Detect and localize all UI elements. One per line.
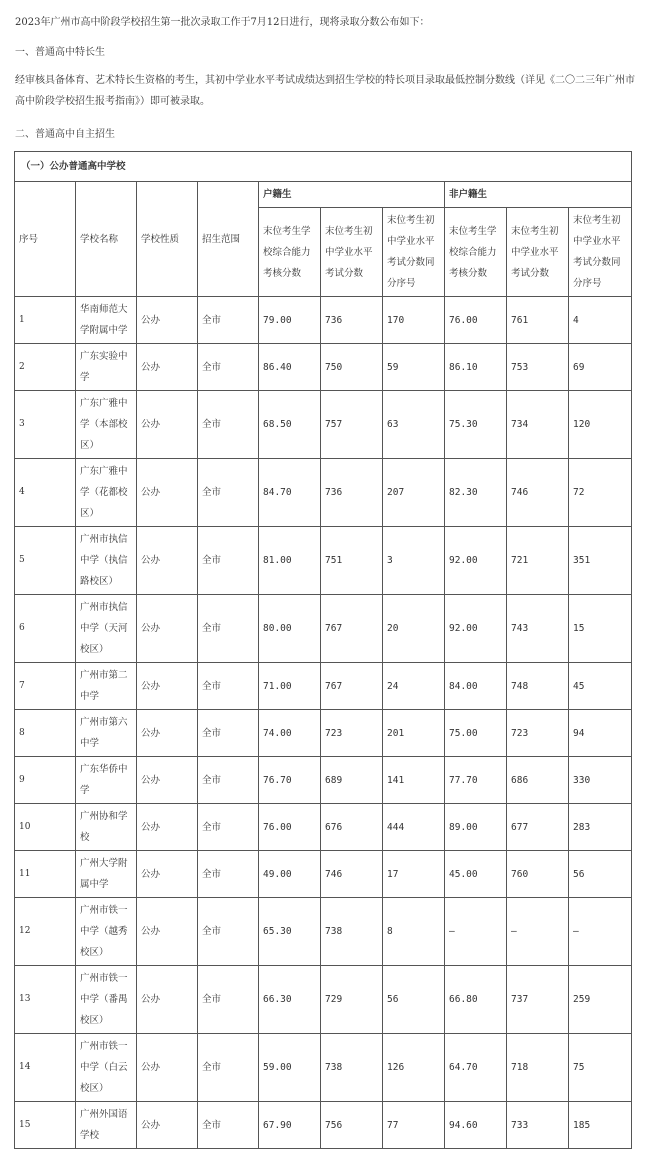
cell-school: 广州市第六中学 xyxy=(76,710,137,757)
cell-nature: 公办 xyxy=(137,595,198,663)
cell-seq: 10 xyxy=(15,804,76,851)
table-row xyxy=(15,898,632,966)
cell-nonlocal-rank: — xyxy=(569,898,632,966)
cell-nonlocal-ability: 45.00 xyxy=(445,851,507,898)
cell-seq: 11 xyxy=(15,851,76,898)
cell-seq: 6 xyxy=(15,595,76,663)
cell-seq: 4 xyxy=(15,459,76,527)
cell-nonlocal-rank: 351 xyxy=(569,527,632,595)
cell-range: 全市 xyxy=(198,391,259,459)
cell-nonlocal-ability: — xyxy=(445,898,507,966)
cell-range: 全市 xyxy=(198,459,259,527)
cell-nature: 公办 xyxy=(137,851,198,898)
cell-nonlocal-exam: 686 xyxy=(507,757,569,804)
cell-local-exam: 676 xyxy=(321,804,383,851)
cell-local-exam: 767 xyxy=(321,595,383,663)
cell-nature: 公办 xyxy=(137,391,198,459)
cell-school: 广东实验中学 xyxy=(76,344,137,391)
cell-local-rank: 77 xyxy=(383,1102,445,1149)
cell-nonlocal-ability: 84.00 xyxy=(445,663,507,710)
table-row xyxy=(15,459,632,527)
cell-nature: 公办 xyxy=(137,1102,198,1149)
cell-nature: 公办 xyxy=(137,804,198,851)
cell-range: 全市 xyxy=(198,757,259,804)
cell-range: 全市 xyxy=(198,710,259,757)
cell-local-rank: 17 xyxy=(383,851,445,898)
cell-local-rank: 56 xyxy=(383,966,445,1034)
cell-nature: 公办 xyxy=(137,297,198,344)
table-row xyxy=(15,710,632,757)
table-row xyxy=(15,297,632,344)
header-local-rank: 末位考生初中学业水平考试分数同分序号 xyxy=(383,208,445,297)
cell-seq: 8 xyxy=(15,710,76,757)
cell-local-ability: 79.00 xyxy=(259,297,321,344)
cell-nonlocal-ability: 64.70 xyxy=(445,1034,507,1102)
cell-local-rank: 141 xyxy=(383,757,445,804)
cell-seq: 15 xyxy=(15,1102,76,1149)
cell-range: 全市 xyxy=(198,1034,259,1102)
cell-nonlocal-ability: 92.00 xyxy=(445,595,507,663)
cell-nature: 公办 xyxy=(137,527,198,595)
cell-school: 广东广雅中学（花都校区） xyxy=(76,459,137,527)
cell-local-exam: 689 xyxy=(321,757,383,804)
admission-score-table xyxy=(14,151,632,1149)
cell-school: 广州市执信中学（执信路校区） xyxy=(76,527,137,595)
cell-nonlocal-ability: 94.60 xyxy=(445,1102,507,1149)
cell-nonlocal-rank: 72 xyxy=(569,459,632,527)
cell-range: 全市 xyxy=(198,663,259,710)
cell-local-ability: 59.00 xyxy=(259,1034,321,1102)
cell-school: 广州市铁一中学（番禺校区） xyxy=(76,966,137,1034)
cell-nonlocal-exam: 677 xyxy=(507,804,569,851)
cell-seq: 1 xyxy=(15,297,76,344)
cell-nonlocal-ability: 77.70 xyxy=(445,757,507,804)
cell-nonlocal-exam: 760 xyxy=(507,851,569,898)
header-seq: 序号 xyxy=(15,182,76,297)
cell-school: 广州协和学校 xyxy=(76,804,137,851)
intro-paragraph: 2023年广州市高中阶段学校招生第一批次录取工作于7月12日进行，现将录取分数公布如下： xyxy=(15,17,430,28)
cell-local-exam: 723 xyxy=(321,710,383,757)
cell-nonlocal-rank: 4 xyxy=(569,297,632,344)
cell-local-rank: 59 xyxy=(383,344,445,391)
cell-local-ability: 49.00 xyxy=(259,851,321,898)
cell-nonlocal-rank: 330 xyxy=(569,757,632,804)
cell-nonlocal-ability: 76.00 xyxy=(445,297,507,344)
cell-range: 全市 xyxy=(198,851,259,898)
cell-nonlocal-exam: 718 xyxy=(507,1034,569,1102)
cell-local-exam: 736 xyxy=(321,459,383,527)
table-row xyxy=(15,1034,632,1102)
cell-nonlocal-exam: 721 xyxy=(507,527,569,595)
cell-local-ability: 81.00 xyxy=(259,527,321,595)
cell-seq: 5 xyxy=(15,527,76,595)
cell-local-ability: 80.00 xyxy=(259,595,321,663)
cell-nonlocal-rank: 94 xyxy=(569,710,632,757)
cell-nonlocal-ability: 89.00 xyxy=(445,804,507,851)
cell-nonlocal-exam: 737 xyxy=(507,966,569,1034)
cell-school: 广州市铁一中学（白云校区） xyxy=(76,1034,137,1102)
cell-local-rank: 201 xyxy=(383,710,445,757)
cell-local-exam: 756 xyxy=(321,1102,383,1149)
table-row xyxy=(15,966,632,1034)
cell-local-rank: 63 xyxy=(383,391,445,459)
cell-nonlocal-rank: 120 xyxy=(569,391,632,459)
cell-seq: 14 xyxy=(15,1034,76,1102)
cell-local-ability: 76.70 xyxy=(259,757,321,804)
cell-range: 全市 xyxy=(198,1102,259,1149)
cell-local-exam: 736 xyxy=(321,297,383,344)
cell-seq: 2 xyxy=(15,344,76,391)
cell-range: 全市 xyxy=(198,898,259,966)
cell-local-ability: 71.00 xyxy=(259,663,321,710)
cell-nonlocal-exam: 734 xyxy=(507,391,569,459)
cell-school: 广东广雅中学（本部校区） xyxy=(76,391,137,459)
header-school: 学校名称 xyxy=(76,182,137,297)
cell-nonlocal-ability: 82.30 xyxy=(445,459,507,527)
cell-nature: 公办 xyxy=(137,757,198,804)
cell-nonlocal-exam: 723 xyxy=(507,710,569,757)
header-nonlocal-ability: 末位考生学校综合能力考核分数 xyxy=(445,208,507,297)
table-row xyxy=(15,1102,632,1149)
cell-nonlocal-ability: 92.00 xyxy=(445,527,507,595)
cell-local-ability: 86.40 xyxy=(259,344,321,391)
cell-local-exam: 738 xyxy=(321,1034,383,1102)
cell-local-rank: 24 xyxy=(383,663,445,710)
table-row xyxy=(15,851,632,898)
header-local-group: 户籍生 xyxy=(259,182,445,208)
cell-nonlocal-rank: 259 xyxy=(569,966,632,1034)
cell-seq: 9 xyxy=(15,757,76,804)
header-nonlocal-exam: 末位考生初中学业水平考试分数 xyxy=(507,208,569,297)
cell-range: 全市 xyxy=(198,527,259,595)
cell-nature: 公办 xyxy=(137,344,198,391)
cell-school: 广东华侨中学 xyxy=(76,757,137,804)
cell-nonlocal-ability: 66.80 xyxy=(445,966,507,1034)
cell-range: 全市 xyxy=(198,344,259,391)
cell-school: 华南师范大学附属中学 xyxy=(76,297,137,344)
cell-nonlocal-exam: 748 xyxy=(507,663,569,710)
cell-nature: 公办 xyxy=(137,1034,198,1102)
cell-local-ability: 74.00 xyxy=(259,710,321,757)
cell-seq: 3 xyxy=(15,391,76,459)
cell-local-exam: 746 xyxy=(321,851,383,898)
cell-local-exam: 729 xyxy=(321,966,383,1034)
cell-range: 全市 xyxy=(198,804,259,851)
cell-local-ability: 66.30 xyxy=(259,966,321,1034)
cell-school: 广州大学附属中学 xyxy=(76,851,137,898)
cell-range: 全市 xyxy=(198,595,259,663)
header-range: 招生范围 xyxy=(198,182,259,297)
cell-range: 全市 xyxy=(198,966,259,1034)
cell-nonlocal-exam: — xyxy=(507,898,569,966)
table-caption: （一）公办普通高中学校 xyxy=(15,152,632,182)
header-nature: 学校性质 xyxy=(137,182,198,297)
cell-local-rank: 207 xyxy=(383,459,445,527)
cell-nonlocal-ability: 86.10 xyxy=(445,344,507,391)
header-nonlocal-rank: 末位考生初中学业水平考试分数同分序号 xyxy=(569,208,632,297)
cell-seq: 7 xyxy=(15,663,76,710)
cell-nonlocal-rank: 45 xyxy=(569,663,632,710)
cell-nonlocal-exam: 753 xyxy=(507,344,569,391)
cell-nature: 公办 xyxy=(137,710,198,757)
cell-local-rank: 8 xyxy=(383,898,445,966)
cell-local-ability: 68.50 xyxy=(259,391,321,459)
cell-local-rank: 126 xyxy=(383,1034,445,1102)
cell-local-rank: 170 xyxy=(383,297,445,344)
cell-nonlocal-exam: 733 xyxy=(507,1102,569,1149)
cell-school: 广州市执信中学（天河校区） xyxy=(76,595,137,663)
cell-nonlocal-rank: 185 xyxy=(569,1102,632,1149)
table-body xyxy=(15,297,632,1149)
table-row xyxy=(15,757,632,804)
cell-local-rank: 444 xyxy=(383,804,445,851)
cell-nature: 公办 xyxy=(137,898,198,966)
cell-local-exam: 767 xyxy=(321,663,383,710)
header-local-exam: 末位考生初中学业水平考试分数 xyxy=(321,208,383,297)
cell-school: 广州市铁一中学（越秀校区） xyxy=(76,898,137,966)
cell-school: 广州市第二中学 xyxy=(76,663,137,710)
cell-school: 广州外国语学校 xyxy=(76,1102,137,1149)
table-row xyxy=(15,391,632,459)
cell-local-rank: 20 xyxy=(383,595,445,663)
cell-local-exam: 750 xyxy=(321,344,383,391)
cell-local-rank: 3 xyxy=(383,527,445,595)
cell-nonlocal-exam: 746 xyxy=(507,459,569,527)
cell-local-exam: 738 xyxy=(321,898,383,966)
cell-local-exam: 751 xyxy=(321,527,383,595)
cell-nonlocal-rank: 283 xyxy=(569,804,632,851)
cell-local-ability: 65.30 xyxy=(259,898,321,966)
header-nonlocal-group: 非户籍生 xyxy=(445,182,632,208)
cell-nature: 公办 xyxy=(137,966,198,1034)
table-row xyxy=(15,663,632,710)
cell-nonlocal-rank: 69 xyxy=(569,344,632,391)
cell-local-ability: 76.00 xyxy=(259,804,321,851)
cell-nonlocal-rank: 15 xyxy=(569,595,632,663)
cell-nonlocal-ability: 75.30 xyxy=(445,391,507,459)
cell-nonlocal-exam: 761 xyxy=(507,297,569,344)
table-row xyxy=(15,344,632,391)
table-row xyxy=(15,804,632,851)
cell-local-ability: 84.70 xyxy=(259,459,321,527)
cell-local-exam: 757 xyxy=(321,391,383,459)
section2-title: 二、普通高中自主招生 xyxy=(15,129,115,140)
cell-seq: 13 xyxy=(15,966,76,1034)
cell-nonlocal-rank: 56 xyxy=(569,851,632,898)
cell-nonlocal-ability: 75.00 xyxy=(445,710,507,757)
cell-nature: 公办 xyxy=(137,663,198,710)
cell-nonlocal-rank: 75 xyxy=(569,1034,632,1102)
cell-seq: 12 xyxy=(15,898,76,966)
section1-body: 经审核具备体育、艺术特长生资格的考生，其初中学业水平考试成绩达到招生学校的特长项目录取最低控制分数线（详见《二〇二三年广州市高中阶段学校招生报考指南》）即可被录取。 xyxy=(15,75,635,107)
cell-local-ability: 67.90 xyxy=(259,1102,321,1149)
cell-nature: 公办 xyxy=(137,459,198,527)
cell-nonlocal-exam: 743 xyxy=(507,595,569,663)
section1-title: 一、普通高中特长生 xyxy=(15,47,105,58)
table-row xyxy=(15,595,632,663)
table-row xyxy=(15,527,632,595)
header-local-ability: 末位考生学校综合能力考核分数 xyxy=(259,208,321,297)
cell-range: 全市 xyxy=(198,297,259,344)
